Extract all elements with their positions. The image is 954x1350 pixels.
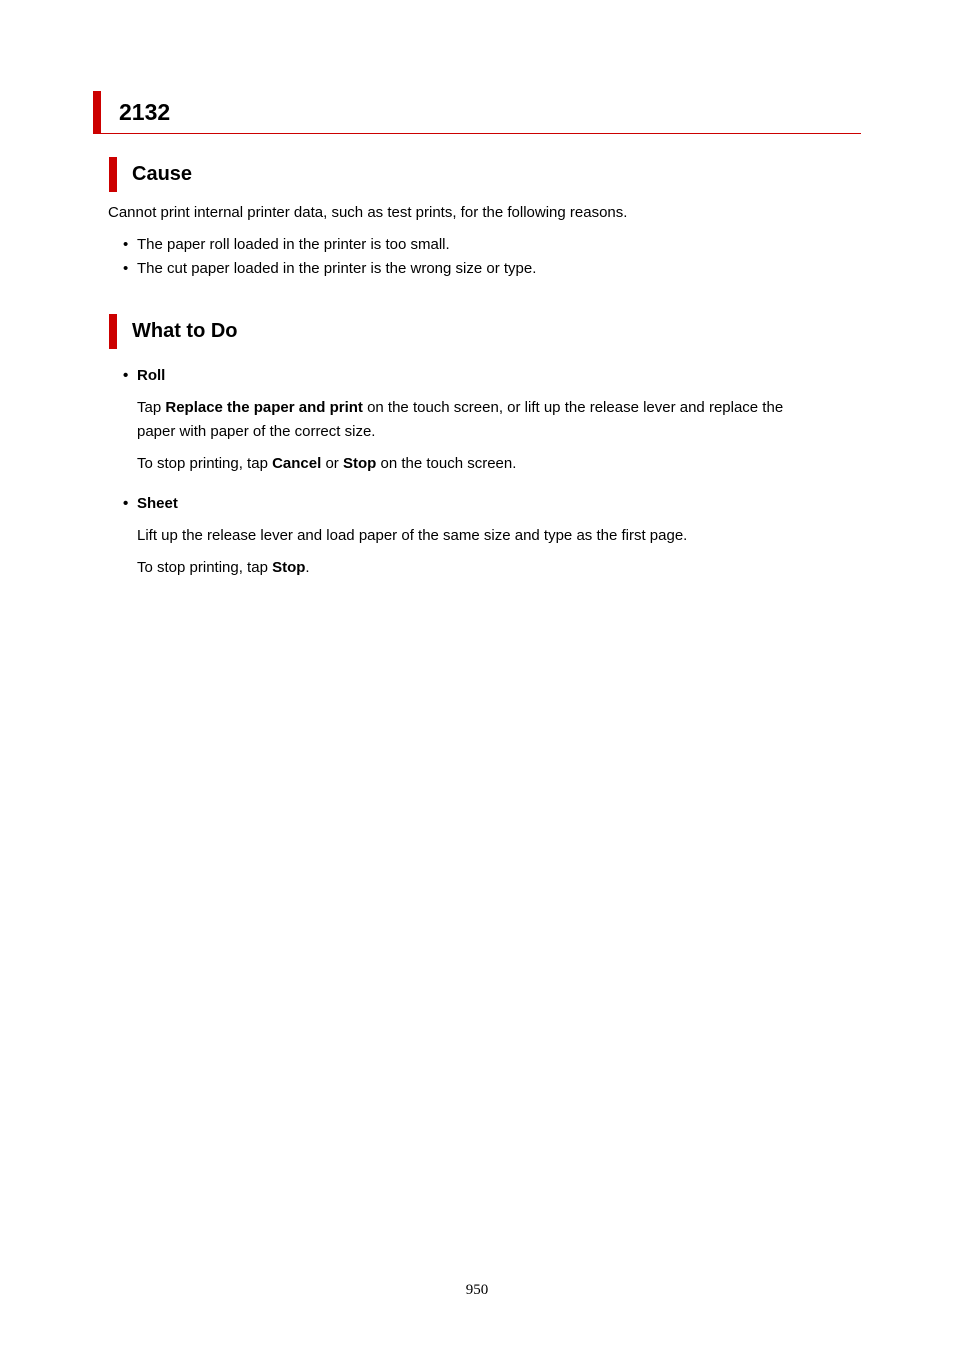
page-heading bbox=[93, 91, 861, 134]
roll-p2-mid: or bbox=[321, 455, 343, 472]
section-accent-bar bbox=[109, 314, 117, 349]
roll-instruction-line-2: paper with paper of the correct size. bbox=[137, 423, 376, 440]
roll-p1-post: on the touch screen, or lift up the release lever and replace the bbox=[362, 399, 784, 416]
sheet-p2-pre: To stop printing, tap bbox=[137, 559, 273, 576]
cause-reason-1: The paper roll loaded in the printer is too small. bbox=[137, 236, 450, 253]
bullet-icon: • bbox=[123, 260, 129, 277]
cancel-button-ref: Cancel bbox=[272, 455, 322, 472]
cause-intro: Cannot print internal printer data, such as test prints, for the following reasons. bbox=[108, 204, 628, 221]
what-to-do-heading bbox=[109, 314, 809, 349]
bullet-icon: • bbox=[123, 495, 129, 512]
bullet-icon: • bbox=[123, 367, 129, 384]
replace-paper-button-ref: Replace the paper and print bbox=[165, 399, 363, 416]
roll-stop-instruction bbox=[137, 452, 516, 476]
roll-p1-pre: Tap bbox=[137, 399, 166, 416]
roll-p2-pre: To stop printing, tap bbox=[137, 455, 273, 472]
sheet-label: Sheet bbox=[137, 495, 178, 512]
roll-instruction-line-1 bbox=[137, 396, 783, 420]
sheet-stop-instruction bbox=[137, 556, 310, 580]
cause-reason-2: The cut paper loaded in the printer is the wrong size or type. bbox=[137, 260, 537, 277]
cause-heading bbox=[109, 157, 809, 192]
what-to-do-heading-label: What to Do bbox=[132, 320, 238, 342]
page-number: 950 bbox=[465, 1282, 489, 1298]
sheet-p2-post: . bbox=[305, 559, 310, 576]
section-accent-bar bbox=[109, 157, 117, 192]
heading-accent-bar bbox=[93, 91, 101, 133]
sheet-instruction: Lift up the release lever and load paper of the same size and type as the first page. bbox=[137, 527, 688, 544]
roll-p2-post: on the touch screen. bbox=[376, 455, 517, 472]
page-title: 2132 bbox=[119, 99, 171, 125]
bullet-icon: • bbox=[123, 236, 129, 253]
stop-button-ref: Stop bbox=[272, 559, 306, 576]
roll-label: Roll bbox=[137, 367, 166, 384]
cause-heading-label: Cause bbox=[132, 163, 193, 185]
stop-button-ref: Stop bbox=[342, 455, 377, 472]
